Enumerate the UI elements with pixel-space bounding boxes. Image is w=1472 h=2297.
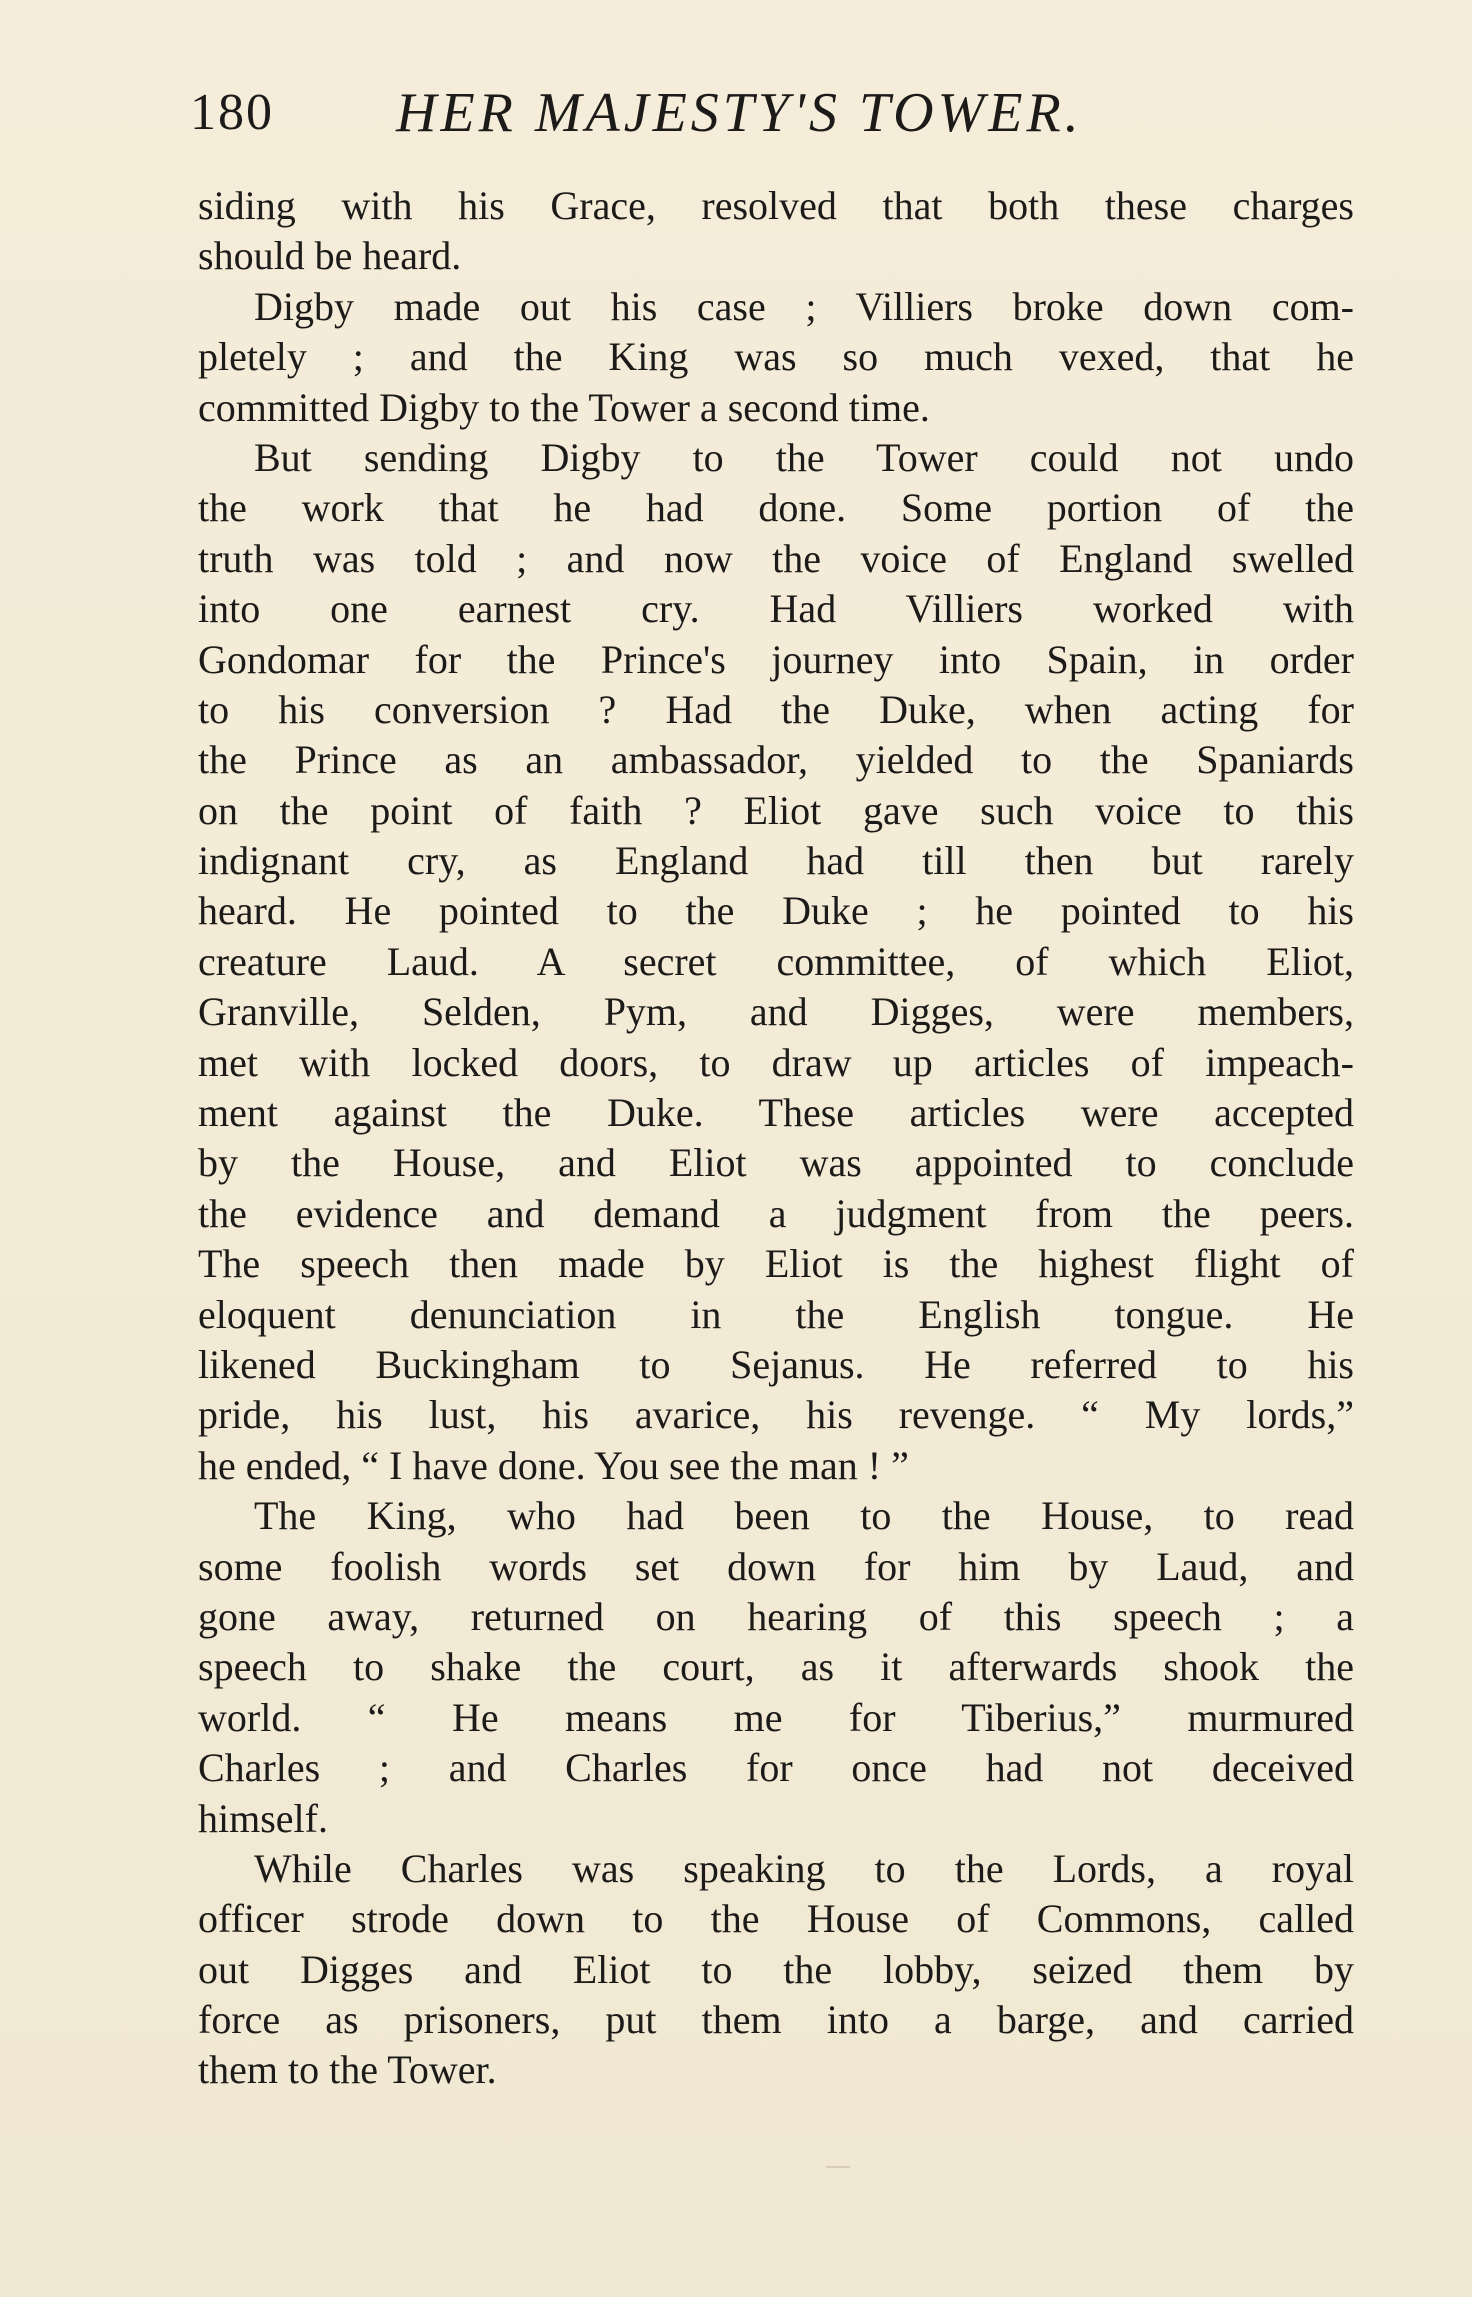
text-line: Granville, Selden, Pym, and Digges, were members,: [198, 989, 1354, 1035]
text-line: the work that he had done. Some portion of the: [198, 485, 1354, 531]
text-line: eloquent denunciation in the English tongue. He: [198, 1291, 1354, 1337]
text-line: speech to shake the court, as it afterwards shook the: [198, 1644, 1354, 1690]
text-line: them to the Tower.: [198, 2047, 497, 2093]
text-line: While Charles was speaking to the Lords, a royal: [254, 1845, 1354, 1891]
text-line: siding with his Grace, resolved that both these charges: [198, 183, 1354, 228]
text-line: Charles ; and Charles for once had not deceived: [198, 1745, 1354, 1791]
text-line: But sending Digby to the Tower could not undo: [254, 434, 1354, 480]
text-line: pletely ; and the King was so much vexed, that he: [198, 334, 1354, 380]
text-line: world. “ He means me for Tiberius,” murmured: [198, 1694, 1354, 1740]
text-line: indignant cry, as England had till then but rarely: [198, 838, 1354, 884]
text-line: into one earnest cry. Had Villiers worked with: [198, 586, 1354, 632]
text-line: committed Digby to the Tower a second time.: [198, 384, 930, 430]
text-line: officer strode down to the House of Commons, called: [198, 1896, 1354, 1942]
text-line: on the point of faith ? Eliot gave such voice to this: [198, 787, 1354, 833]
text-line: The King, who had been to the House, to read: [254, 1493, 1354, 1539]
page-number: 180: [190, 84, 274, 141]
text-line: The speech then made by Eliot is the highest flight of: [198, 1241, 1354, 1287]
text-line: Gondomar for the Prince's journey into Spain, in order: [198, 636, 1354, 682]
text-line: out Digges and Eliot to the lobby, seized them by: [198, 1946, 1354, 1992]
text-line: likened Buckingham to Sejanus. He referred to his: [198, 1341, 1354, 1387]
text-line: heard. He pointed to the Duke ; he pointed to his: [198, 888, 1354, 934]
text-line: Digby made out his case ; Villiers broke down com-: [254, 283, 1354, 329]
body-text: [198, 181, 1354, 2096]
text-line: the evidence and demand a judgment from the peers.: [198, 1190, 1354, 1236]
page-smudge: [826, 2166, 850, 2168]
text-line: pride, his lust, his avarice, his revenge. “ My lords,”: [198, 1392, 1354, 1438]
text-line: ment against the Duke. These articles were accepted: [198, 1090, 1354, 1136]
running-title: HER MAJESTY'S TOWER.: [396, 82, 1083, 144]
text-line: by the House, and Eliot was appointed to conclude: [198, 1140, 1354, 1186]
text-line: the Prince as an ambassador, yielded to the Spaniards: [198, 737, 1354, 783]
text-line: force as prisoners, put them into a barge, and carried: [198, 1997, 1354, 2043]
text-line: truth was told ; and now the voice of England swelled: [198, 535, 1354, 581]
text-line: himself.: [198, 1795, 328, 1841]
text-line: he ended, “ I have done. You see the man ! ”: [198, 1442, 909, 1488]
text-line: met with locked doors, to draw up articles of impeach-: [198, 1039, 1354, 1085]
text-line: creature Laud. A secret committee, of which Eliot,: [198, 938, 1354, 984]
text-line: some foolish words set down for him by Laud, and: [198, 1543, 1354, 1589]
text-line: to his conversion ? Had the Duke, when acting for: [198, 686, 1354, 732]
text-line: gone away, returned on hearing of this speech ; a: [198, 1593, 1354, 1639]
text-line: should be heard.: [198, 233, 462, 279]
running-head: [190, 78, 1340, 148]
